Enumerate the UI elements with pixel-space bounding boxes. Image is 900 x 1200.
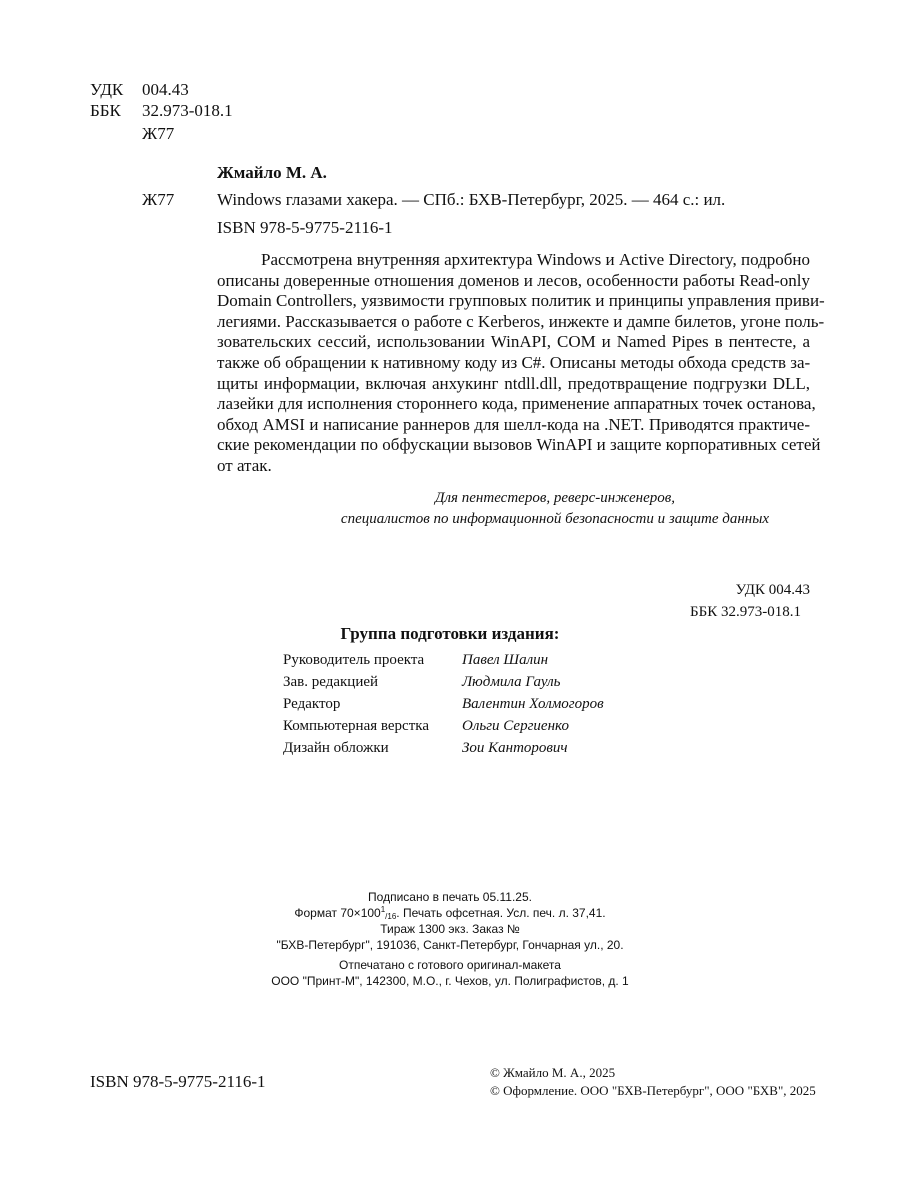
abstract-line: Domain Controllers, уязвимости групповых политик и принципы управления приви- (217, 291, 825, 311)
team-role: Компьютерная верстка (283, 718, 429, 734)
team-member: Ольги Сергиенко (462, 718, 569, 734)
team-member: Валентин Холмогоров (462, 696, 604, 712)
abstract-line: щиты информации, включая анхукинг ntdll.dll, предотвращение подгрузки DLL, (217, 373, 810, 393)
team-role: Дизайн обложки (283, 740, 389, 756)
team-row (283, 696, 604, 718)
team-table (283, 652, 604, 762)
abstract-line: от атак. (217, 455, 272, 475)
team-role: Редактор (283, 696, 341, 712)
imprint-printed-from: Отпечатано с готового оригинал-макета (339, 958, 561, 972)
abstract-line: описаны доверенные отношения доменов и лесов, особенности работы Read-only (217, 270, 810, 290)
abstract (217, 250, 825, 477)
team-member: Зои Канторович (462, 740, 568, 756)
abstract-line: лазейки для исполнения стороннего кода, применение аппаратных точек останова, (217, 394, 816, 414)
team-row (283, 652, 604, 674)
imprint-printer: ООО "Принт-М", 142300, М.О., г. Чехов, ул. Полиграфистов, д. 1 (271, 974, 629, 988)
record-isbn: ISBN 978-5-9775-2116-1 (217, 218, 393, 237)
abstract-line: зовательских сессий, использовании WinAPI, COM и Named Pipes в пентесте, а (217, 332, 810, 352)
abstract-line: также об обращении к нативному коду из C#. Описаны методы обхода средств за- (217, 352, 811, 372)
team-member: Павел Шалин (462, 652, 549, 668)
imprint-signed: Подписано в печать 05.11.25. (368, 890, 532, 904)
imprint-print-run: Тираж 1300 экз. Заказ № (380, 922, 520, 936)
imprint-publisher: "БХВ-Петербург", 191036, Санкт-Петербург, Гончарная ул., 20. (276, 938, 624, 952)
copyright-block (490, 1064, 816, 1100)
bbk-value: 32.973-018.1 (142, 101, 233, 120)
format-text: Формат 70×100 (294, 906, 381, 920)
author-name: Жмайло М. А. (217, 163, 327, 182)
format-rest: . Печать офсетная. Усл. печ. л. 37,41. (396, 906, 606, 920)
abstract-line: легиями. Рассказывается о работе с Kerberos, инжекте и дампе билетов, угоне поль- (217, 311, 825, 331)
title-line: Windows глазами хакера. — СПб.: БХВ-Петербург, 2025. — 464 с.: ил. (217, 190, 726, 209)
team-role: Руководитель проекта (283, 652, 425, 668)
team-role: Зав. редакцией (283, 674, 379, 690)
copyright-design: © Оформление. ООО "БХВ-Петербург", ООО "БХВ", 2025 (490, 1083, 816, 1098)
udk-value: 004.43 (142, 80, 189, 99)
classification-bbk: ББК 32.973-018.1 (690, 604, 801, 620)
abstract-line: обход AMSI и написание раннеров для шелл-кода на .NET. Приводятся практиче- (217, 414, 810, 434)
udk-label: УДК (90, 80, 124, 99)
audience-line: Для пентестеров, реверс-инженеров, (434, 490, 676, 506)
record-sign: Ж77 (142, 190, 175, 209)
team-heading: Группа подготовки издания: (340, 624, 560, 643)
team-row (283, 740, 604, 762)
abstract-line: ские рекомендации по обфускации вызовов WinAPI и защите корпоративных сетей (217, 435, 821, 455)
team-row (283, 718, 604, 740)
imprint-format (0, 906, 900, 921)
team-row (283, 674, 604, 696)
copyright-author: © Жмайло М. А., 2025 (490, 1065, 616, 1080)
abstract-line: Рассмотрена внутренняя архитектура Windows и Active Directory, подробно (261, 250, 810, 269)
team-member: Людмила Гауль (462, 674, 561, 690)
author-sign: Ж77 (142, 124, 175, 143)
format-sub: /16 (385, 912, 397, 921)
footer-isbn: ISBN 978-5-9775-2116-1 (90, 1072, 266, 1091)
classification-udk: УДК 004.43 (735, 582, 810, 598)
format-sup: 1 (380, 905, 386, 914)
audience-line: специалистов по информационной безопасности и защите данных (340, 511, 770, 527)
bbk-label: ББК (90, 101, 121, 120)
